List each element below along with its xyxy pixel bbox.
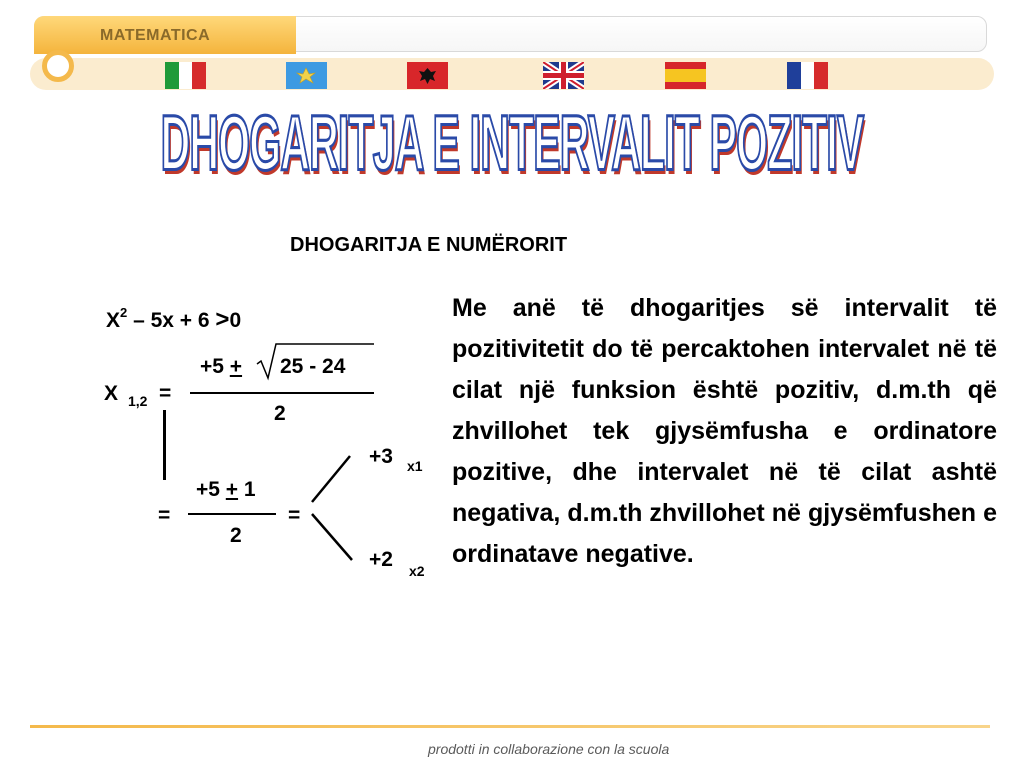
equation-greater-than: > xyxy=(215,306,230,333)
equals-sign-1: = xyxy=(159,382,172,405)
french-flag-icon[interactable] xyxy=(787,62,828,89)
radicand: 25 - 24 xyxy=(280,355,346,378)
x-label xyxy=(104,382,118,406)
root-1-label: x1 xyxy=(407,458,423,474)
footer-text: prodotti in collaborazione con la scuola xyxy=(428,741,670,757)
explanation-paragraph: Me anë të dhogaritjes së intervalit të pozitivitetit do të percaktohen intervalet në të cilat një funksion është pozitiv, d.m.th që zhvillohet tek gjysëmfusha e ordinatore pozitive, dhe intervalet në të cilat ashtë negativa, d.m.th zhvillohet në gjysëmfushen e ordinatave negative. xyxy=(452,294,997,568)
equals-sign-3: = xyxy=(288,504,301,527)
equation-x: X xyxy=(106,309,121,332)
uk-flag-icon[interactable] xyxy=(543,62,584,89)
slide-title: DHOGARITJA E INTERVALIT POZITIV xyxy=(160,99,864,187)
equation xyxy=(106,306,241,334)
numerator-1 xyxy=(200,355,242,379)
denominator-2: 2 xyxy=(230,524,242,547)
branch-lines xyxy=(308,452,360,564)
albanian-flag-icon[interactable] xyxy=(407,62,448,89)
equation-exponent: 2 xyxy=(120,305,128,320)
equals-sign-2: = xyxy=(158,504,171,527)
footer-divider xyxy=(30,725,990,728)
slide-subtitle: DHOGARITJA E NUMËRORIT xyxy=(290,234,568,256)
root-1: +3 xyxy=(369,445,393,468)
x-label-text: X xyxy=(104,382,119,405)
fraction-bar-1 xyxy=(190,392,374,394)
denominator-1: 2 xyxy=(274,402,286,425)
numerator-2 xyxy=(196,478,256,502)
sicilian-flag-icon[interactable] xyxy=(286,62,327,89)
x-subscript: 1,2 xyxy=(128,393,148,409)
root-2: +2 xyxy=(369,548,393,571)
spanish-flag-icon[interactable] xyxy=(665,62,706,89)
equation-terms: – 5x + 6 xyxy=(133,309,210,332)
circle-icon xyxy=(42,50,74,82)
equation-zero: 0 xyxy=(229,309,242,332)
plus-minus-sign-2: + xyxy=(225,478,239,501)
vertical-bar xyxy=(163,410,166,480)
fraction-bar-2 xyxy=(188,513,276,515)
section-tab-label: MATEMATICA xyxy=(100,27,211,44)
numerator-1-term: +5 xyxy=(200,355,224,378)
plus-minus-sign: + xyxy=(229,355,243,378)
numerator-2-term-a: +5 xyxy=(196,478,220,501)
italian-flag-icon[interactable] xyxy=(165,62,206,89)
numerator-2-term-b: 1 xyxy=(243,478,256,501)
root-2-label: x2 xyxy=(409,563,425,579)
